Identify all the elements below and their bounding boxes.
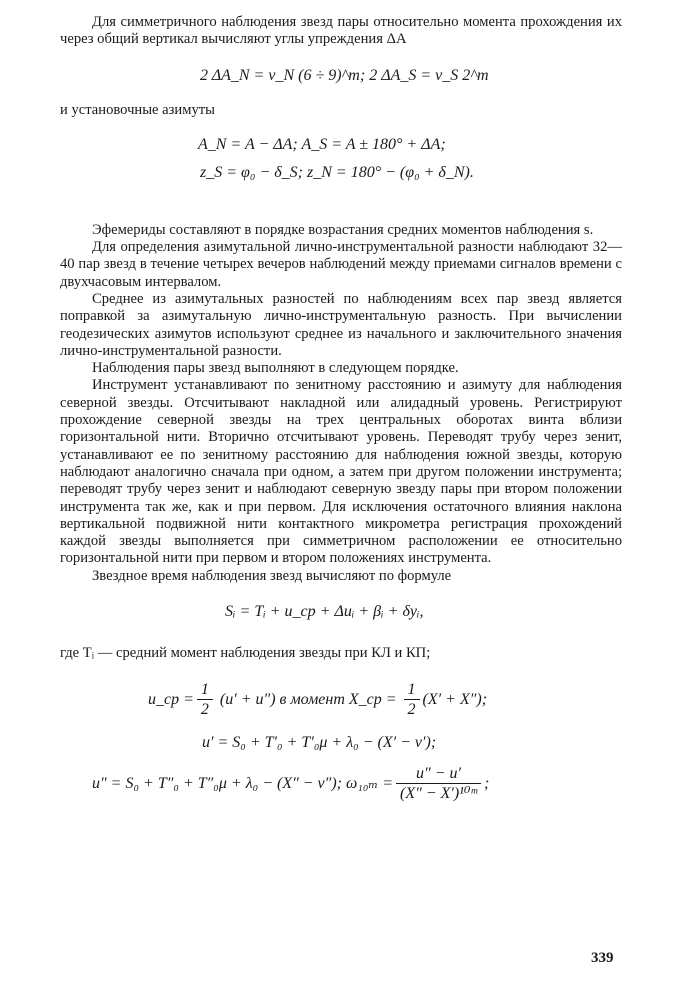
- formula-part: (u′ + u″) в момент X_ср =: [219, 690, 397, 708]
- fraction-numerator: u″ − u′: [416, 764, 461, 782]
- paragraph-8: Звездное время наблюдения звезд вычисляют по формуле: [92, 567, 452, 584]
- page-number: 339: [591, 950, 614, 966]
- formula-part: ;: [484, 774, 490, 792]
- formula-azimuths: A_N = A − ΔA; A_S = A ± 180° + ΔA;: [198, 136, 446, 154]
- formula-lead-angles: 2 ΔA_N = v_N (6 ÷ 9)^m; 2 ΔA_S = v_S 2^m: [200, 66, 489, 84]
- fraction: [396, 765, 481, 803]
- paragraph-7: Инструмент устанавливают по зенитному расстоянию и азимуту для наблюдения северной звезды. Отсчитывают накладной или алидадный уровень. Регистрируют прохождение северной звезды на трех центральных оборотах винта вблизи горизонтальной нити. Вторично отсчитывают уровень. Переводят трубу через зенит, устанавливают ее по зенитному расстоянию для наблюдения южной звезды, которую наблюдают аналогично сначала при одном, а затем при другом положении инструмента; переводят трубу через зенит и наблюдают северную звезду пары при втором положении инструмента так же, как и при первом. Для исключения остаточного влияния наклона вертикальной подвижной нити контактного микрометра регистрация прохождений каждой звезды выполняется при симметричном расположении ее относительно горизонтальной нити при первом и втором положениях инструмента.: [60, 377, 622, 567]
- formula-sidereal-time: Sᵢ = Tᵢ + u_ср + Δuᵢ + βᵢ + δyᵢ,: [225, 603, 424, 621]
- fraction-denominator: 2: [404, 699, 420, 718]
- formula-zenith-distances: z_S = φ₀ − δ_S; z_N = 180° − (φ₀ + δ_N).: [200, 164, 474, 182]
- paragraph-9: где Tᵢ — средний момент наблюдения звезды при КЛ и КП;: [60, 645, 431, 662]
- paragraph-4: Для определения азимутальной лично-инструментальной разности наблюдают 32—40 пар звезд в течение четырех вечеров наблюдений между приемами сигналов времени с двухчасовым интервалом.: [60, 239, 622, 290]
- fraction: [197, 681, 213, 719]
- fraction: [404, 681, 420, 719]
- paragraph-3: Эфемериды составляют в порядке возрастания средних моментов наблюдения s.: [92, 221, 594, 238]
- fraction-denominator: (X″ − X′)¹⁰ᵐ: [396, 783, 481, 802]
- paragraph-1: Для симметричного наблюдения звезд пары относительно момента прохождения их через общий вертикал вычисляют углы упреждения ΔA: [60, 14, 622, 48]
- fraction-numerator: 1: [200, 680, 209, 698]
- paragraph-6: Наблюдения пары звезд выполняют в следующем порядке.: [92, 360, 459, 377]
- formula-part: (X′ + X″);: [422, 690, 488, 708]
- paragraph-2: и установочные азимуты: [60, 101, 215, 118]
- formula-u-prime: u′ = S₀ + T′₀ + T′₀μ + λ₀ − (X′ − v′);: [202, 734, 437, 752]
- fraction-denominator: 2: [197, 699, 213, 718]
- fraction-numerator: 1: [407, 680, 416, 698]
- formula-part: u″ = S₀ + T″₀ + T″₀μ + λ₀ − (X″ − v″); ω₁₀ₘ =: [92, 774, 393, 792]
- paragraph-5: Среднее из азимутальных разностей по наблюдениям всех пар звезд является поправкой за азимутальную лично-инструментальную разность. При вычислении геодезических азимутов используют среднее из начального и заключительного значения лично-инструментальной разности.: [60, 290, 622, 359]
- formula-part: u_ср =: [148, 690, 194, 708]
- formula-mean-correction: [148, 681, 622, 719]
- page-content: [60, 14, 622, 802]
- formula-u-double-prime: [92, 765, 622, 803]
